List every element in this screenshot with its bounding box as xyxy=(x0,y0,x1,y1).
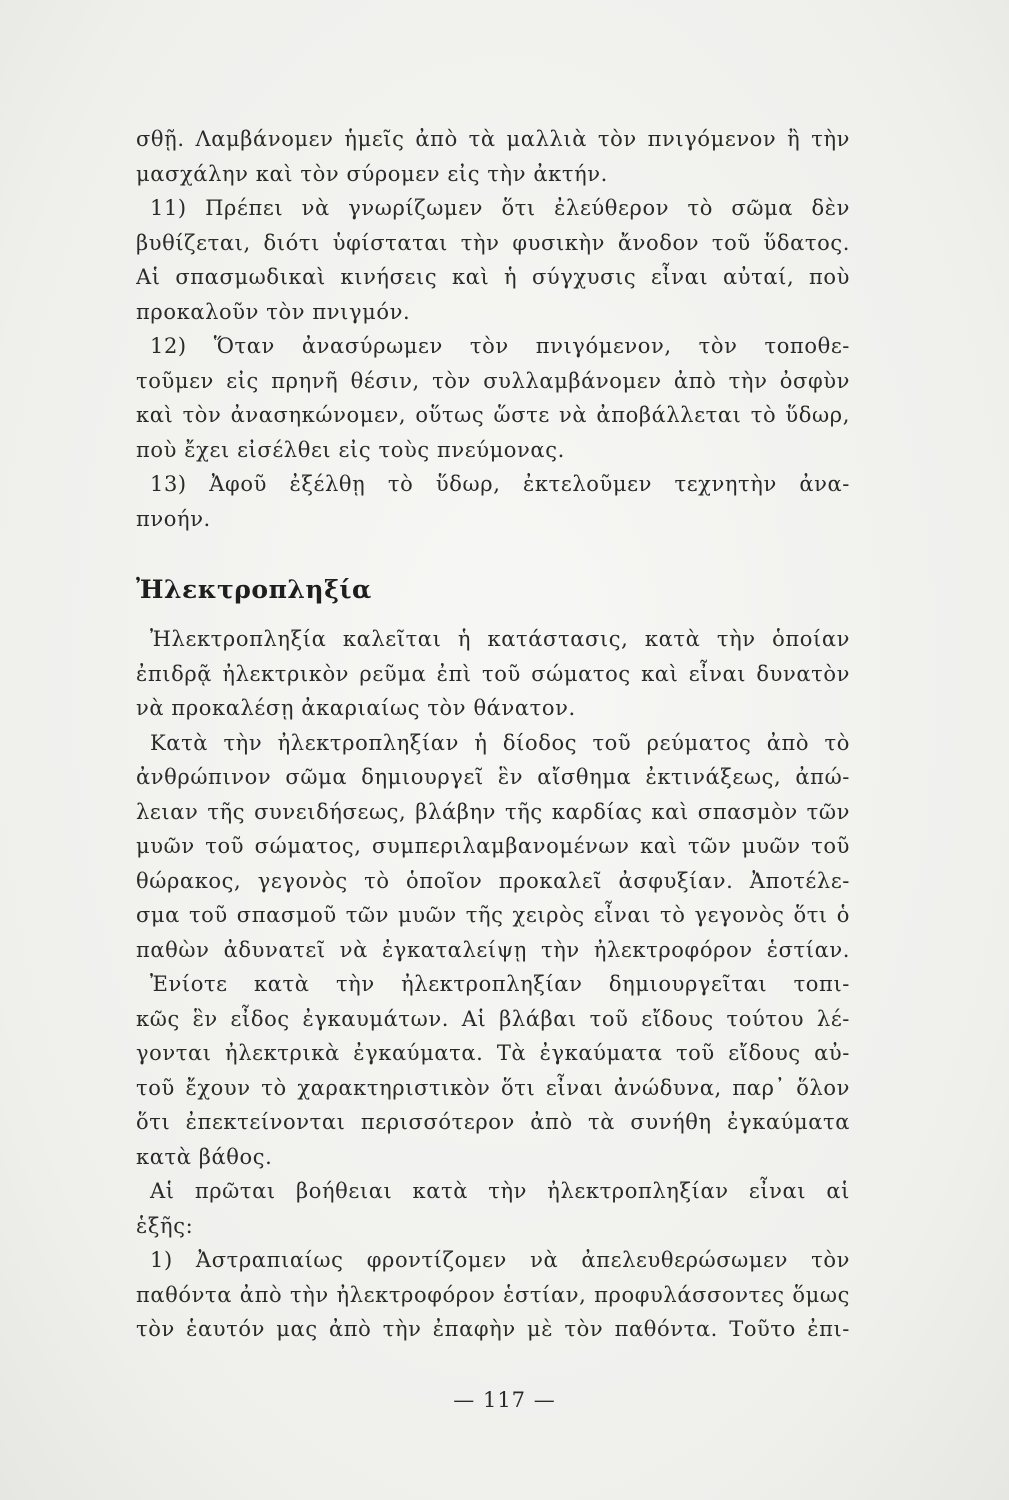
text-line: θώρακος, γεγονὸς τὸ ὁποῖον προκαλεῖ ἀσφυξίαν. Ἀποτέλε- xyxy=(136,868,850,893)
text-line: πνοήν. xyxy=(136,506,211,531)
text-line: βυθίζεται, διότι ὑφίσταται τὴν φυσικὴν ἄνοδον τοῦ ὕδατος. xyxy=(136,230,850,255)
text-line: Κατὰ τὴν ἠλεκτροπληξίαν ἡ δίοδος τοῦ ρεύματος ἀπὸ τὸ xyxy=(150,730,850,755)
text-line: καὶ τὸν ἀνασηκώνομεν, οὕτως ὥστε νὰ ἀποβάλλεται τὸ ὕδωρ, xyxy=(136,403,850,427)
text-line: τοῦμεν εἰς πρηνῆ θέσιν, τὸν συλλαμβάνομεν ἀπὸ τὴν ὀσφὺν xyxy=(136,368,850,393)
text-line: Αἱ σπασμωδικαὶ κινήσεις καὶ ἡ σύγχυσις εἶναι αὐταί, ποὺ xyxy=(136,265,850,289)
text-line: ποὺ ἔχει εἰσέλθει εἰς τοὺς πνεύμονας. xyxy=(136,437,565,462)
section-drowning-text xyxy=(136,122,850,536)
text-line: 1) Ἀστραπιαίως φροντίζομεν νὰ ἀπελευθερώσωμεν τὸν xyxy=(150,1248,850,1272)
text-line: 11) Πρέπει νὰ γνωρίζωμεν ὅτι ἐλεύθερον τὸ σῶμα δὲν xyxy=(150,196,850,220)
text-line: Ἠλεκτροπληξία καλεῖται ἡ κατάστασις, κατὰ τὴν ὁποίαν xyxy=(150,627,850,651)
text-line: σθῇ. Λαμβάνομεν ἡμεῖς ἀπὸ τὰ μαλλιὰ τὸν πνιγόμενον ἢ τὴν xyxy=(136,127,850,151)
text-line: ἑξῆς: xyxy=(136,1213,194,1238)
text-line: κατὰ βάθος. xyxy=(136,1144,273,1169)
text-line: 12) Ὅταν ἀνασύρωμεν τὸν πνιγόμενον, τὸν τοποθε- xyxy=(150,334,850,358)
text-line: παθὼν ἀδυνατεῖ νὰ ἐγκαταλείψῃ τὴν ἠλεκτροφόρον ἑστίαν. xyxy=(136,937,850,962)
text-line: λειαν τῆς συνειδήσεως, βλάβην τῆς καρδίας καὶ σπασμὸν τῶν xyxy=(136,799,850,824)
text-line: σμα τοῦ σπασμοῦ τῶν μυῶν τῆς χειρὸς εἶναι τὸ γεγονὸς ὅτι ὁ xyxy=(136,903,850,927)
text-line: ἐπιδρᾷ ἠλεκτρικὸν ρεῦμα ἐπὶ τοῦ σώματος καὶ εἶναι δυνατὸν xyxy=(136,661,850,686)
text-line: Αἱ πρῶται βοήθειαι κατὰ τὴν ἠλεκτροπληξίαν εἶναι αἱ xyxy=(150,1179,850,1203)
text-line: παθόντα ἀπὸ τὴν ἠλεκτροφόρον ἑστίαν, προφυλάσσοντες ὅμως xyxy=(136,1282,850,1307)
text-line: τοῦ ἔχουν τὸ χαρακτηριστικὸν ὅτι εἶναι ἀνώδυνα, παρ᾽ ὅλον xyxy=(136,1075,850,1100)
text-line: προκαλοῦν τὸν πνιγμόν. xyxy=(136,299,411,324)
text-line: 13) Ἀφοῦ ἐξέλθῃ τὸ ὕδωρ, ἐκτελοῦμεν τεχνητὴν ἀνα- xyxy=(150,472,850,496)
text-line: κῶς ἓν εἶδος ἐγκαυμάτων. Αἱ βλάβαι τοῦ εἴδους τούτου λέ- xyxy=(136,1006,850,1031)
text-line: μασχάλην καὶ τὸν σύρομεν εἰς τὴν ἀκτήν. xyxy=(136,161,608,186)
text-line: γονται ἠλεκτρικὰ ἐγκαύματα. Τὰ ἐγκαύματα τοῦ εἴδους αὐ- xyxy=(136,1041,850,1065)
page-number: — 117 — xyxy=(453,1388,556,1412)
text-line: τὸν ἑαυτόν μας ἀπὸ τὴν ἐπαφὴν μὲ τὸν παθόντα. Τοῦτο ἐπι- xyxy=(136,1317,850,1341)
text-line: μυῶν τοῦ σώματος, συμπεριλαμβανομένων καὶ τῶν μυῶν τοῦ xyxy=(136,834,850,858)
text-line: ὅτι ἐπεκτείνονται περισσότερον ἀπὸ τὰ συνήθη ἐγκαύματα xyxy=(136,1110,850,1134)
section-heading: Ἠλεκτροπληξία xyxy=(136,575,372,604)
section-electrocution-text xyxy=(136,622,850,1347)
text-line: Ἐνίοτε κατὰ τὴν ἠλεκτροπληξίαν δημιουργεῖται τοπι- xyxy=(150,972,850,996)
text-line: ἀνθρώπινον σῶμα δημιουργεῖ ἓν αἴσθημα ἐκτινάξεως, ἀπώ- xyxy=(136,765,850,789)
text-line: νὰ προκαλέσῃ ἀκαριαίως τὸν θάνατον. xyxy=(136,696,576,720)
